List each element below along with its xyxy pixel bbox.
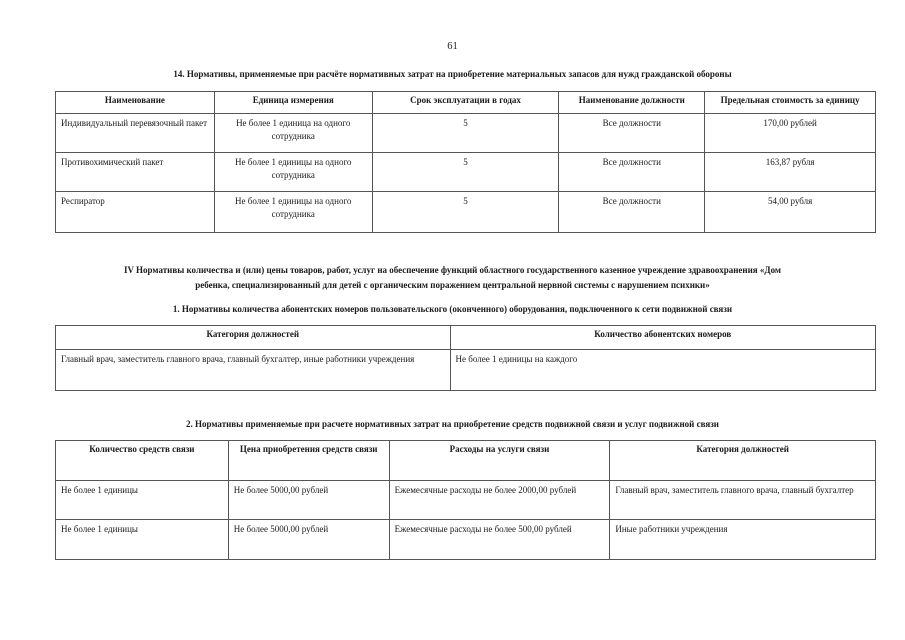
table-cell: Не более 1 единицы на одного сотрудника	[214, 153, 372, 192]
table-cell: Индивидуальный перевязочный пакет	[56, 114, 215, 153]
table-cell: Все должности	[559, 192, 705, 233]
column-header: Количество абонентских номеров	[450, 326, 875, 350]
table-cell: 170,00 рублей	[705, 114, 876, 153]
subsection-1-table	[55, 325, 876, 391]
table-cell: Не более 1 единицы на каждого	[450, 350, 875, 391]
table-row	[56, 481, 876, 520]
column-header: Единица измерения	[214, 92, 372, 114]
table-cell: Респиратор	[56, 192, 215, 233]
table-cell: Не более 1 единицы	[56, 520, 229, 560]
table-row	[56, 192, 876, 233]
table-cell: 5	[372, 153, 559, 192]
table-cell: 5	[372, 192, 559, 233]
table-row	[56, 520, 876, 560]
table-header-row	[56, 92, 876, 114]
table-cell: Главный врач, заместитель главного врача, главный бухгалтер, иные работники учреждения	[56, 350, 451, 391]
table-row	[56, 114, 876, 153]
table-cell: Не более 5000,00 рублей	[228, 481, 389, 520]
subsection-2-table	[55, 440, 876, 560]
table-cell: Не более 1 единица на одного сотрудника	[214, 114, 372, 153]
table-cell: Противохимический пакет	[56, 153, 215, 192]
section-14-title: 14. Нормативы, применяемые при расчёте нормативных затрат на приобретение материальных запасов для нужд гражданской обороны	[173, 69, 732, 79]
page-number: 61	[447, 41, 458, 52]
section-14-table	[55, 91, 876, 233]
column-header: Категория должностей	[610, 441, 876, 481]
table-cell: 5	[372, 114, 559, 153]
subsection-2-title: 2. Нормативы применяемые при расчете нормативных затрат на приобретение средств подвижной связи и услуг подвижной связи	[185, 419, 719, 429]
column-header: Наименование должности	[559, 92, 705, 114]
column-header: Предельная стоимость за единицу	[705, 92, 876, 114]
table-header-row	[56, 441, 876, 481]
column-header: Цена приобретения средств связи	[228, 441, 389, 481]
subsection-1-title: 1. Нормативы количества абонентских номеров пользовательского (оконченного) оборудования, подключенного к сети подвижной связи	[172, 304, 733, 314]
table-cell: Главный врач, заместитель главного врача, главный бухгалтер	[610, 481, 876, 520]
table-row	[56, 153, 876, 192]
section-iv-title-line-2: ребенка, специализированный для детей с органическим поражением центральной нервной системы с нарушением психики»	[195, 280, 710, 290]
table-row	[56, 350, 876, 391]
column-header: Категория должностей	[56, 326, 451, 350]
column-header: Наименование	[56, 92, 215, 114]
table-cell: Все должности	[559, 153, 705, 192]
column-header: Срок эксплуатации в годах	[372, 92, 559, 114]
column-header: Количество средств связи	[56, 441, 229, 481]
table-cell: Все должности	[559, 114, 705, 153]
table-cell: 54,00 рубля	[705, 192, 876, 233]
table-cell: Ежемесячные расходы не более 2000,00 рублей	[389, 481, 610, 520]
table-cell: Иные работники учреждения	[610, 520, 876, 560]
table-cell: Не более 1 единицы на одного сотрудника	[214, 192, 372, 233]
section-iv-title-line-1: IV Нормативы количества и (или) цены товаров, работ, услуг на обеспечение функций областного государственного казенное учреждение здравоохранения «Дом	[123, 265, 782, 275]
table-cell: Не более 1 единицы	[56, 481, 229, 520]
table-header-row	[56, 326, 876, 350]
table-cell: 163,87 рубля	[705, 153, 876, 192]
column-header: Расходы на услуги связи	[389, 441, 610, 481]
table-cell: Ежемесячные расходы не более 500,00 рублей	[389, 520, 610, 560]
table-cell: Не более 5000,00 рублей	[228, 520, 389, 560]
